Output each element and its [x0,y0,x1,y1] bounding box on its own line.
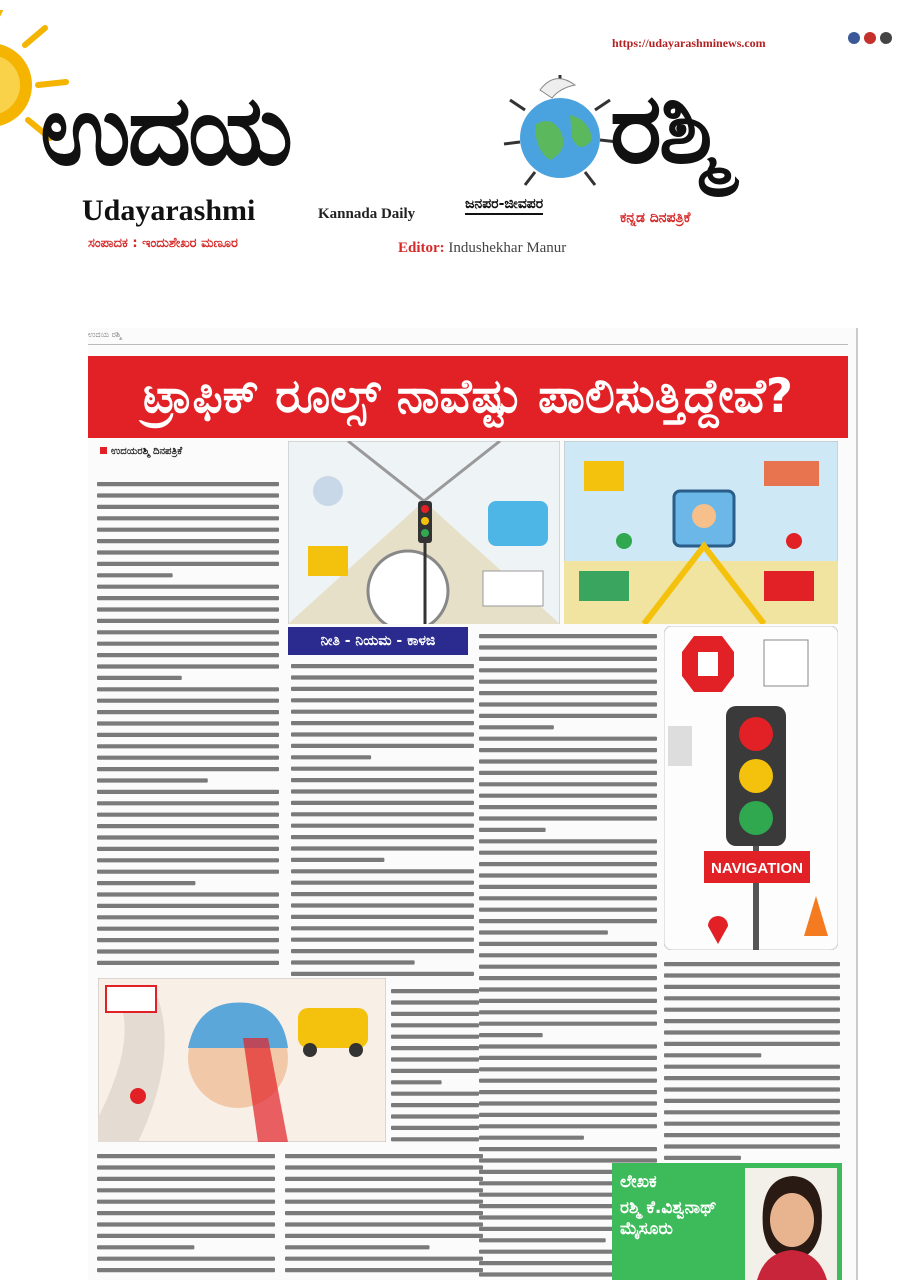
text-line [291,744,474,748]
youtube-icon[interactable] [864,32,876,44]
text-line [97,1200,275,1204]
text-line [97,790,279,794]
text-line [664,962,840,966]
text-line [664,1019,840,1023]
traffic-drawing-image-1 [288,441,560,624]
text-line [479,1022,657,1026]
text-line [291,915,474,919]
text-line [291,835,474,839]
text-line [479,908,657,912]
text-line [479,1044,657,1048]
text-line [664,1122,840,1126]
text-line [479,1079,657,1083]
text-line [479,725,554,729]
text-line [97,710,279,714]
text-line [479,1124,657,1128]
text-line [97,904,279,908]
text-line [479,645,657,649]
editor-english [398,240,566,257]
text-line [664,1099,840,1103]
text-line [479,737,657,741]
writer-name: ರಶ್ಮಿ ಕೆ.ವಿಶ್ವನಾಥ್ ಮೈಸೂರು [620,1198,717,1239]
text-line [664,1076,840,1080]
text-line [97,961,279,965]
text-line [479,805,657,809]
text-line [291,892,474,896]
text-line [97,607,279,611]
text-line [664,1133,840,1137]
text-line [97,573,173,577]
article-column-1-continued [96,1150,276,1280]
text-line [97,721,279,725]
text-line [391,1023,479,1027]
text-line [479,930,608,934]
text-line [291,972,474,976]
article-column-2-wrap [390,985,480,1145]
text-line [97,881,195,885]
page-edge [856,328,858,1280]
text-line [391,1103,479,1107]
text-line [97,505,279,509]
traffic-signal-illustration [664,626,838,950]
text-line [391,1137,479,1141]
text-line [291,767,474,771]
text-line [479,748,657,752]
text-line [291,938,474,942]
section-tag: ನೀತಿ - ನಿಯಮ - ಕಾಳಜಿ [288,627,468,655]
text-line [479,896,657,900]
text-line [97,835,279,839]
page-meta-line: ಉದಯ ರಶ್ಮಿ [88,330,848,345]
text-line [97,687,279,691]
text-line [664,1156,741,1160]
text-line [391,1126,479,1130]
text-line [391,1057,479,1061]
text-line [479,1147,657,1151]
article-column-2-continued [284,1150,484,1280]
text-line [291,675,474,679]
text-line [664,1042,840,1046]
text-line [664,996,840,1000]
text-line [664,985,840,989]
text-line [97,516,279,520]
byline-marker-icon [100,447,107,454]
text-line [97,482,279,486]
text-line [97,676,182,680]
byline-text: ಉದಯರಶ್ಮಿ ದಿನಪತ್ರಿಕೆ [111,446,183,457]
text-line [479,634,657,638]
masthead-title-left: ಉದಯ [40,74,291,188]
text-line [97,927,279,931]
text-line [285,1211,483,1215]
text-line [391,989,479,993]
text-line [664,1087,840,1091]
text-line [97,733,279,737]
text-line [97,619,279,623]
text-line [97,1211,275,1215]
social-icons [848,32,892,44]
safety-illustration [98,978,386,1142]
article-column-2 [290,660,475,980]
text-line [479,794,657,798]
text-line [97,642,279,646]
text-line [479,885,657,889]
text-line [291,824,474,828]
text-line [97,1154,275,1158]
text-line [479,1113,657,1117]
text-line [97,664,279,668]
text-line [285,1268,483,1272]
text-line [664,1030,840,1034]
text-line [479,965,657,969]
text-line [664,1065,840,1069]
text-line [479,1067,657,1071]
text-line [291,960,415,964]
brand-subtitle: Kannada Daily [318,206,416,222]
article-column-4 [663,958,841,1168]
text-line [664,1110,840,1114]
text-line [391,1012,479,1016]
text-line [97,767,279,771]
text-line [97,756,279,760]
text-line [391,1092,479,1096]
text-line [391,1069,479,1073]
text-line [291,846,474,850]
text-line [479,782,657,786]
kannada-daily-label: ಕನ್ನಡ ದಿನಪತ್ರಿಕೆ [620,210,691,226]
text-line [97,778,208,782]
text-line [479,999,657,1003]
text-line [479,839,657,843]
traffic-drawing-image-2 [564,441,838,624]
text-line [97,824,279,828]
text-line [291,949,474,953]
masthead-title-right: ರಶ್ಮಿ [610,72,723,186]
text-line [391,1035,479,1039]
text-line [664,1053,761,1057]
text-line [97,1234,275,1238]
text-line [285,1154,483,1158]
text-line [664,1008,840,1012]
text-line [479,668,657,672]
text-line [97,550,279,554]
text-line [664,973,840,977]
text-line [291,801,474,805]
share-icon[interactable] [880,32,892,44]
text-line [97,1165,275,1169]
text-line [479,680,657,684]
text-line [479,1101,657,1105]
text-line [291,812,474,816]
globe-dove-icon [500,60,620,190]
text-line [479,691,657,695]
text-line [285,1200,483,1204]
text-line [291,869,474,873]
text-line [285,1234,483,1238]
text-line [479,987,657,991]
text-line [97,596,279,600]
editor-kannada: ಸಂಪಾದಕ : ಇಂದುಶೇಖರ ಮಣೂರ [88,236,238,251]
text-line [479,862,657,866]
text-line [479,816,657,820]
text-line [285,1177,483,1181]
text-line [479,828,546,832]
text-line [291,687,474,691]
text-line [97,539,279,543]
text-line [97,493,279,497]
text-line [97,949,279,953]
text-line [479,771,657,775]
text-line [97,585,279,589]
text-line [97,938,279,942]
facebook-icon[interactable] [848,32,860,44]
byline [100,446,182,457]
article-column-1 [96,478,280,973]
text-line [97,744,279,748]
text-line [479,976,657,980]
text-line [97,813,279,817]
text-line [291,789,474,793]
text-line [291,903,474,907]
brand-name: Udayarashmi [82,194,256,227]
text-line [479,873,657,877]
text-line [97,630,279,634]
writer-photo [745,1168,837,1280]
text-line [97,1245,194,1249]
text-line [291,721,474,725]
text-line [479,702,657,706]
text-line [479,1158,657,1162]
text-line [479,942,657,946]
text-line [285,1245,430,1249]
text-line [97,801,279,805]
text-line [664,1144,840,1148]
editor-label: Editor: [398,240,445,256]
text-line [391,1046,479,1050]
text-line [391,1000,479,1004]
website-url[interactable]: https://udayarashminews.com [612,36,766,50]
text-line [291,732,474,736]
text-line [97,528,279,532]
text-line [479,1090,657,1094]
text-line [97,562,279,566]
text-line [97,858,279,862]
text-line [291,926,474,930]
text-line [97,1188,275,1192]
text-line [291,778,474,782]
text-line [479,919,657,923]
navigation-sign-text: NAVIGATION [711,860,803,877]
text-line [97,1177,275,1181]
text-line [479,1238,606,1242]
text-line [291,710,474,714]
text-line [97,847,279,851]
text-line [285,1165,483,1169]
text-line [97,915,279,919]
text-line [285,1188,483,1192]
text-line [291,755,371,759]
text-line [479,1136,584,1140]
text-line [479,714,657,718]
text-line [479,851,657,855]
text-line [97,699,279,703]
text-line [479,657,657,661]
text-line [97,1257,275,1261]
text-line [285,1257,483,1261]
article-headline: ಟ್ರಾಫಿಕ್ ರೂಲ್ಸ್ ನಾವೆಷ್ಟು ಪಾಲಿಸುತ್ತಿದ್ದೇವೆ? [88,356,848,438]
text-line [479,1010,657,1014]
text-line [97,1268,275,1272]
text-line [97,1222,275,1226]
text-line [291,881,474,885]
text-line [479,759,657,763]
text-line [391,1114,479,1118]
text-line [97,870,279,874]
editor-name: Indushekhar Manur [448,240,567,256]
text-line [291,858,384,862]
tagline: ಜನಪರ-ಜೀವಪರ [465,196,543,215]
text-line [479,1033,543,1037]
text-line [291,698,474,702]
text-line [97,892,279,896]
text-line [97,653,279,657]
text-line [391,1080,442,1084]
text-line [291,664,474,668]
writer-label: ಲೇಖಕ [620,1172,657,1192]
text-line [479,953,657,957]
text-line [285,1222,483,1226]
text-line [479,1056,657,1060]
